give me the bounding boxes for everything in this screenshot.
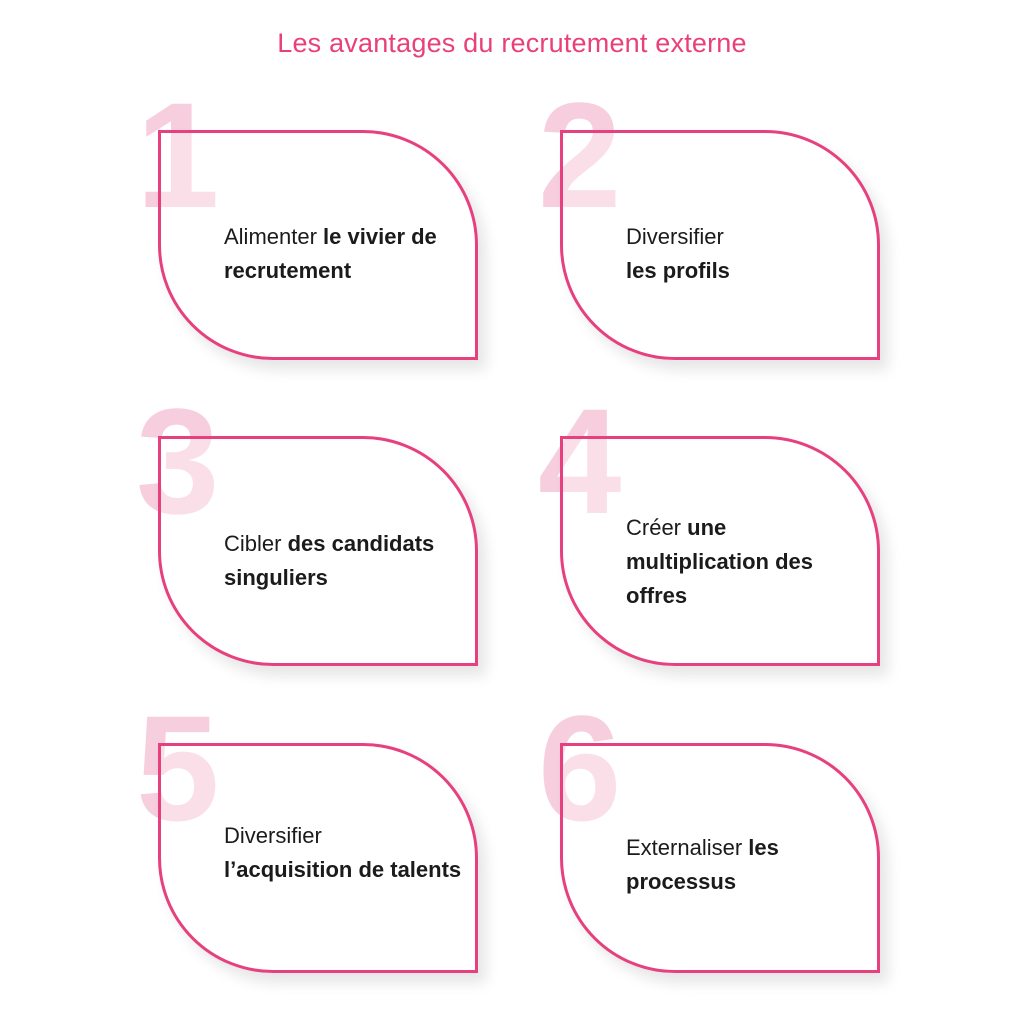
benefit-card-4 (538, 377, 880, 666)
benefit-card-6 (538, 684, 880, 973)
page-title: Les avantages du recrutement externe (277, 28, 747, 58)
card-text-bold: les processus (626, 835, 779, 894)
card-text-plain: Diversifier (626, 224, 724, 249)
card-number: 6 (538, 684, 622, 852)
card-number: 2 (538, 71, 622, 239)
card-text-bold: le vivier de recrutement (224, 224, 437, 283)
card-text (626, 220, 866, 288)
card-text-plain: Alimenter (224, 224, 324, 249)
card-text (626, 511, 866, 613)
card-text (626, 831, 866, 899)
card-text-bold: des candidats singuliers (224, 531, 435, 590)
benefit-card-3 (136, 377, 478, 666)
card-number: 3 (136, 377, 220, 545)
card-text-plain: Diversifier (224, 823, 322, 848)
card-text-plain: Créer (626, 515, 688, 540)
card-text (224, 819, 464, 887)
benefit-card-2 (538, 71, 880, 360)
card-text-plain: Cibler (224, 531, 288, 556)
card-number: 5 (136, 684, 220, 852)
card-number: 4 (538, 377, 622, 545)
card-text-bold: l’acquisition de talents (224, 857, 462, 882)
card-text-plain: Externaliser (626, 835, 749, 860)
card-number: 1 (136, 71, 220, 239)
card-text-bold: les profils (626, 258, 730, 283)
benefit-card-1 (136, 71, 478, 360)
card-text (224, 220, 464, 288)
card-text (224, 527, 464, 595)
card-text-bold: une multiplication des offres (626, 515, 814, 608)
benefit-card-5 (136, 684, 478, 973)
